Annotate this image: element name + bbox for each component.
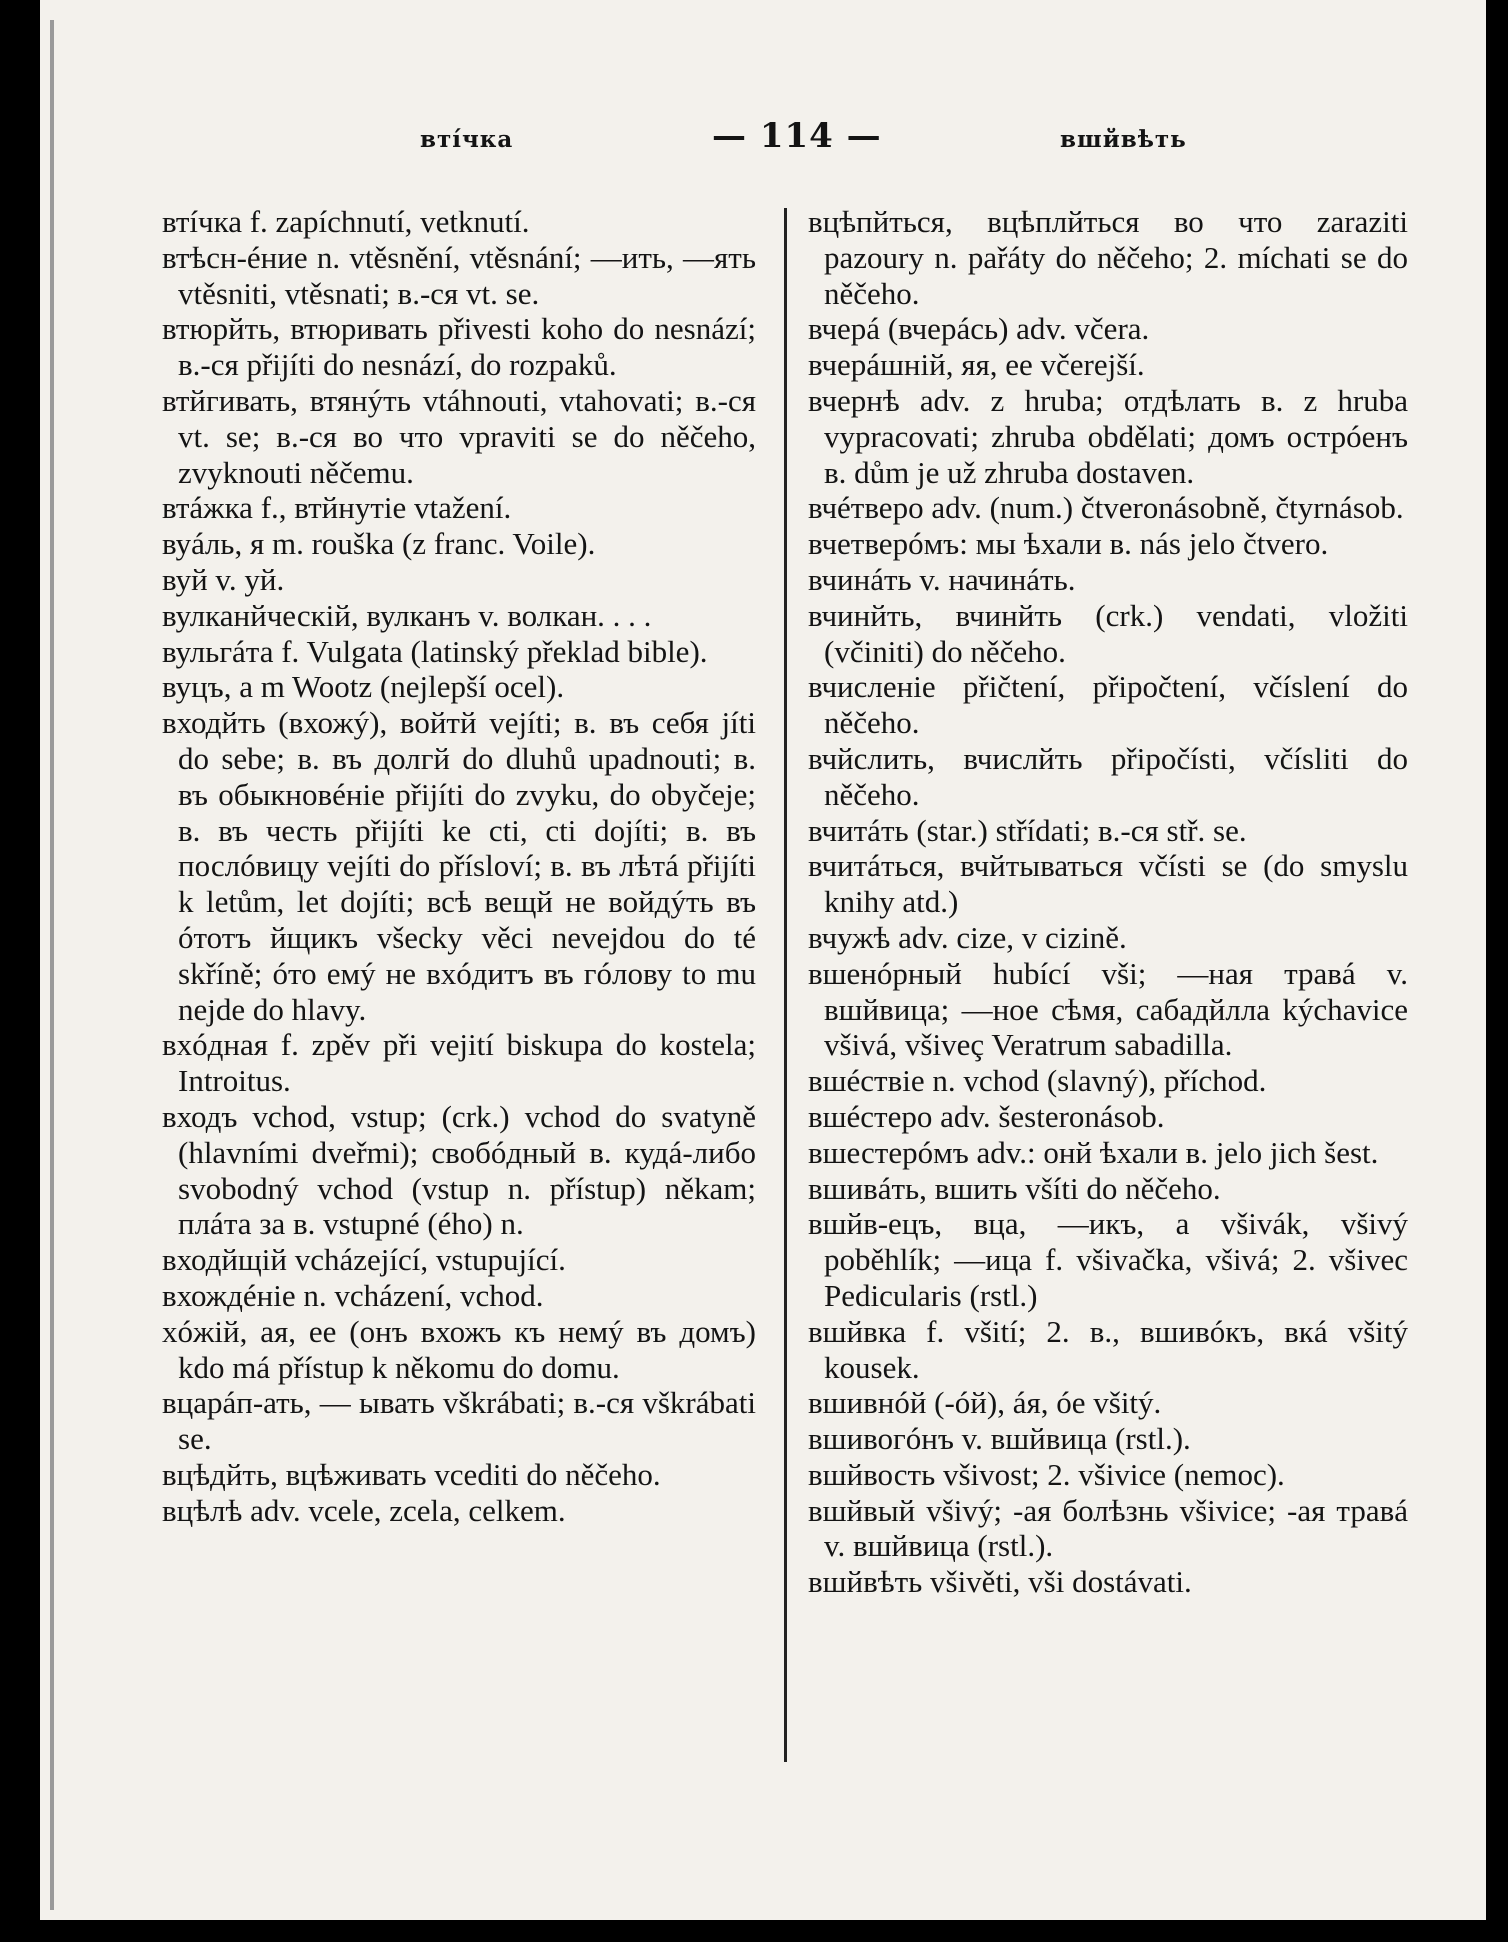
- dictionary-entry: вхóдная f. zpěv při vejití biskupa do kostela; Introitus.: [162, 1027, 756, 1099]
- dictionary-entry: вчинйть, вчинйть (crk.) vendati, vložiti (včiniti) do něčeho.: [808, 597, 1408, 669]
- dictionary-entry: входйщій vcházející, vstupující.: [162, 1242, 566, 1278]
- dictionary-entry: втѣсн-éние n. vtěsnění, vtěsnání; —ить, —ять vtěsniti, vtěsnati; в.-ся vt. se.: [162, 239, 756, 311]
- dictionary-entry: вцѣдйть, вцѣживать vcediti do něčeho.: [162, 1456, 661, 1492]
- dictionary-entry: вчéтверо adv. (num.) čtveronásobně, čtyrnásob.: [808, 490, 1404, 526]
- dictionary-entry: вшéствіе n. vchod (slavný), příchod.: [808, 1063, 1267, 1099]
- dictionary-entry: вчернѣ adv. z hruba; отдѣлать в. z hruba vypracovati; zhruba obdělati; домъ острóенъ в. dům je už zhruba dostaven.: [808, 382, 1408, 490]
- dictionary-entry: вцѣпйться, вцѣплйться во что zaraziti pazoury n. pařáty do něčeho; 2. míchati se do něčeho.: [808, 204, 1408, 311]
- running-head-last-word: вшйвѣть: [1060, 126, 1187, 153]
- dictionary-entry: вчинáть v. начинáть.: [808, 561, 1076, 597]
- dictionary-entry: вчйслить, вчислйть připočísti, včísliti do něčeho.: [808, 740, 1408, 812]
- dictionary-entry: втáжка f., втйнутіе vtažení.: [162, 490, 512, 526]
- dictionary-entry: вшйвость všivost; 2. všivice (nemoc).: [808, 1456, 1285, 1492]
- dictionary-entry: вчитáть (star.) střídati; в.-ся stř. se.: [808, 812, 1247, 848]
- right-scan-edge: [1486, 0, 1508, 1942]
- dictionary-entry: втйгивать, втянýть vtáhnouti, vtahovati; в.-ся vt. se; в.-ся во что vpraviti se do něčeho, zvyknouti něčemu.: [162, 382, 756, 490]
- dictionary-entry: вшйвый všivý; -ая болѣзнь všivice; -ая травá v. вшйвица (rstl.).: [808, 1492, 1408, 1564]
- dictionary-entry: втюрйть, втюривать přivesti koho do nesnází; в.-ся přijíti do nesnází, do rozpaků.: [162, 311, 756, 383]
- dictionary-entry: вцѣлѣ adv. vcele, zcela, celkem.: [162, 1492, 566, 1528]
- dictionary-entry: хóжій, ая, ее (онъ вхожъ къ немý въ домъ) kdo má přístup k někomu do domu.: [162, 1313, 756, 1385]
- dictionary-entry: вхождéніе n. vcházení, vchod.: [162, 1277, 544, 1313]
- dictionary-entry: вшéстеро adv. šesteronásob.: [808, 1098, 1165, 1134]
- dictionary-entry: вчитáться, вчйтываться včísti se (do smyslu knihy atd.): [808, 848, 1408, 920]
- dictionary-entry: вшйвѣть všivěti, vši dostávati.: [808, 1564, 1192, 1600]
- dictionary-entry: втíчка f. zapíchnutí, vetknutí.: [162, 204, 530, 239]
- dictionary-entry: вшенóрный hubící vši; —ная травá v. вшйвица; —ное сѣмя, сабадйлла kýchavice všivá, všiveç Veratrum sabadilla.: [808, 955, 1408, 1063]
- running-head-first-word: втíчка: [420, 126, 514, 153]
- dictionary-entry: вшивнóй (-óй), áя, óе všitý.: [808, 1385, 1162, 1421]
- dictionary-entry: вшестерóмъ adv.: онй ѣхали в. jelo jich šest.: [808, 1134, 1379, 1170]
- dictionary-entry: вульгáта f. Vulgata (latinský překlad bible).: [162, 633, 708, 669]
- dictionary-entry: вчерáшній, яя, ее včerejší.: [808, 347, 1145, 383]
- left-column: [162, 204, 756, 1528]
- dictionary-entry: вчужѣ adv. cize, v cizině.: [808, 919, 1127, 955]
- dictionary-entry: вшйвка f. všití; 2. в., вшивóкъ, вкá všitý kousek.: [808, 1313, 1408, 1385]
- dictionary-entry: входйть (вхожý), войтй vejíti; в. въ себя jíti do sebe; в. въ долгй do dluhů upadnouti; в. въ обыкновéніе přijíti do zvyku, do obyčeje; в. въ честь přijíti ke cti, cti dojíti; в. въ послóвицу vejíti do přísloví; в. въ лѣтá přijíti k letům, let dojíti; всѣ вещй не войдýть въ óтотъ йщикъ všecky věci nevejdou do té skříně; óто емý не вхóдитъ въ гóлову to mu nejde do hlavy.: [162, 705, 756, 1027]
- right-column: [808, 204, 1408, 1600]
- dictionary-entry: вулканйческій, вулканъ v. волкан. . . .: [162, 597, 652, 633]
- dictionary-entry: вуáль, я m. rouška (z franc. Voile).: [162, 526, 596, 562]
- bottom-scan-edge: [0, 1920, 1508, 1942]
- column-divider: [784, 208, 787, 1762]
- dictionary-entry: вшйв-ецъ, вца, —икъ, а všivák, všivý poběhlík; —ица f. všivačka, všivá; 2. všivec Pedicularis (rstl.): [808, 1206, 1408, 1313]
- dictionary-entry: вчетверóмъ: мы ѣхали в. nás jelo čtvero.: [808, 526, 1329, 562]
- page-spine-line: [50, 20, 54, 1910]
- dictionary-entry: вуцъ, а m Wootz (nejlepší ocel).: [162, 669, 565, 705]
- dictionary-entry: вшивáть, вшить všíti do něčeho.: [808, 1170, 1221, 1206]
- dictionary-entry: вчерá (вчерáсь) adv. včera.: [808, 311, 1150, 347]
- dictionary-entry: вцарáп-ать, — ывать vškrábati; в.-ся vškrábati se.: [162, 1385, 756, 1457]
- dictionary-entry: вуй v. уй.: [162, 561, 285, 597]
- dictionary-entry: входъ vchod, vstup; (crk.) vchod do svatyně (hlavními dveřmi); свобóдный в. кудá-либо svobodný vchod (vstup n. přístup) někam; плáта за в. vstupné (ého) n.: [162, 1098, 756, 1242]
- dictionary-entry: вчисленіе přičtení, připočtení, včíslení do něčeho.: [808, 669, 1408, 741]
- page-number: — 114 —: [712, 116, 882, 156]
- dictionary-entry: вшивогóнъ v. вшйвица (rstl.).: [808, 1421, 1191, 1457]
